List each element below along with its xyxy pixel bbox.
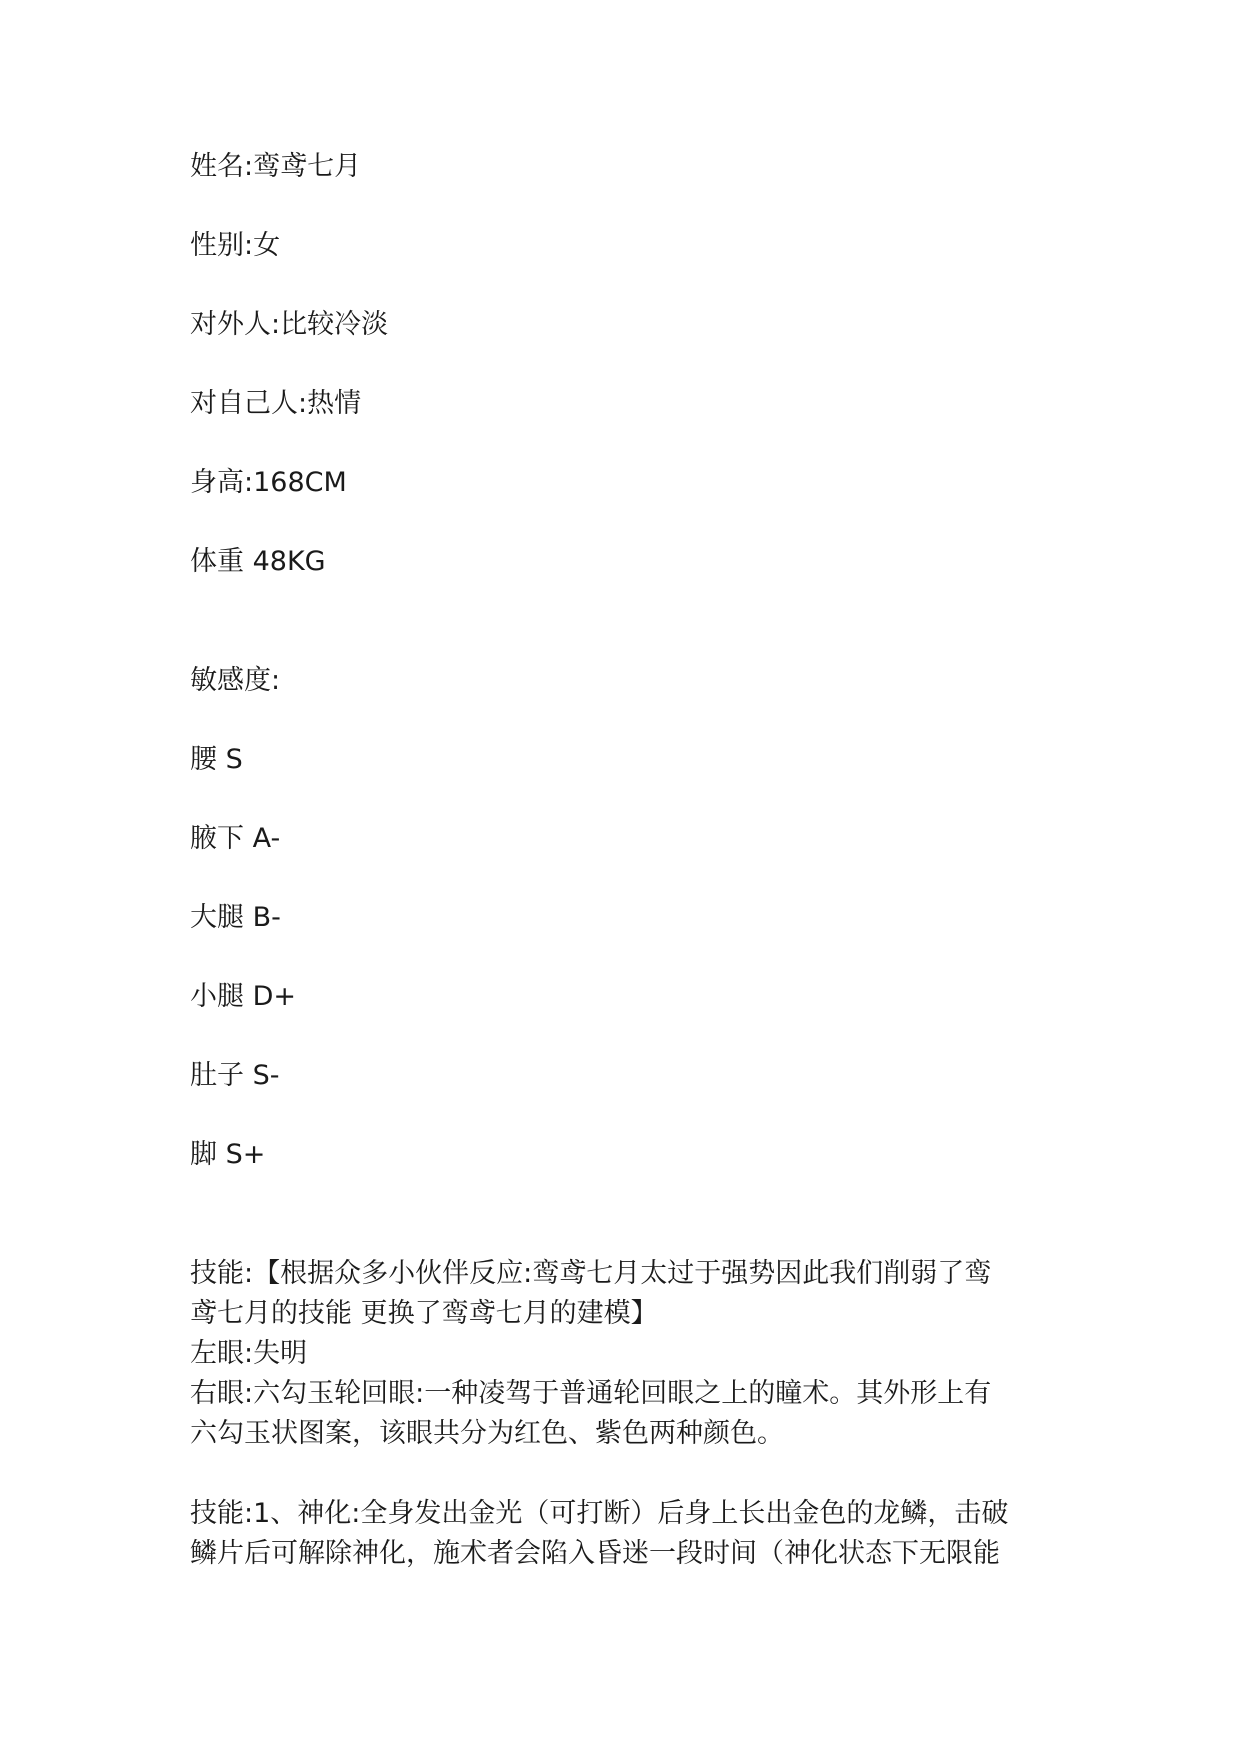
skill-one-line: 技能:1、神化:全身发出金光（可打断）后身上长出金色的龙鳞，击破 xyxy=(190,1498,1009,1529)
skills-note-line: 技能:【根据众多小伙伴反应:鸾鸢七月太过于强势因此我们削弱了鸾 xyxy=(190,1258,992,1289)
skills-note-line: 六勾玉状图案，该眼共分为红色、紫色两种颜色。 xyxy=(190,1418,784,1449)
skills-note-line: 右眼:六勾玉轮回眼:一种凌驾于普通轮回眼之上的瞳术。其外形上有 xyxy=(190,1378,992,1409)
sensitivity-item: 脚 S+ xyxy=(190,1139,266,1170)
sensitivity-item: 小腿 D+ xyxy=(190,981,296,1012)
sensitivity-item: 肚子 S- xyxy=(190,1060,280,1091)
skill-one-block xyxy=(190,1494,1060,1574)
sensitivity-heading: 敏感度: xyxy=(190,665,281,696)
profile-name: 姓名:鸾鸢七月 xyxy=(190,151,362,182)
profile-to-outsiders: 对外人:比较冷淡 xyxy=(190,309,389,340)
skills-note-line: 鸢七月的技能 更换了鸾鸢七月的建模】 xyxy=(190,1298,658,1329)
profile-to-own-people: 对自己人:热情 xyxy=(190,388,362,419)
sensitivity-item: 大腿 B- xyxy=(190,902,281,933)
skills-note-block xyxy=(190,1254,1060,1454)
profile-height: 身高:168CM xyxy=(190,467,347,498)
profile-gender: 性别:女 xyxy=(190,230,281,261)
skills-note-line: 左眼:失明 xyxy=(190,1338,308,1369)
sensitivity-item: 腰 S xyxy=(190,744,243,775)
profile-weight: 体重 48KG xyxy=(190,546,326,577)
skill-one-line: 鳞片后可解除神化，施术者会陷入昏迷一段时间（神化状态下无限能 xyxy=(190,1538,1000,1569)
sensitivity-item: 腋下 A- xyxy=(190,823,281,854)
